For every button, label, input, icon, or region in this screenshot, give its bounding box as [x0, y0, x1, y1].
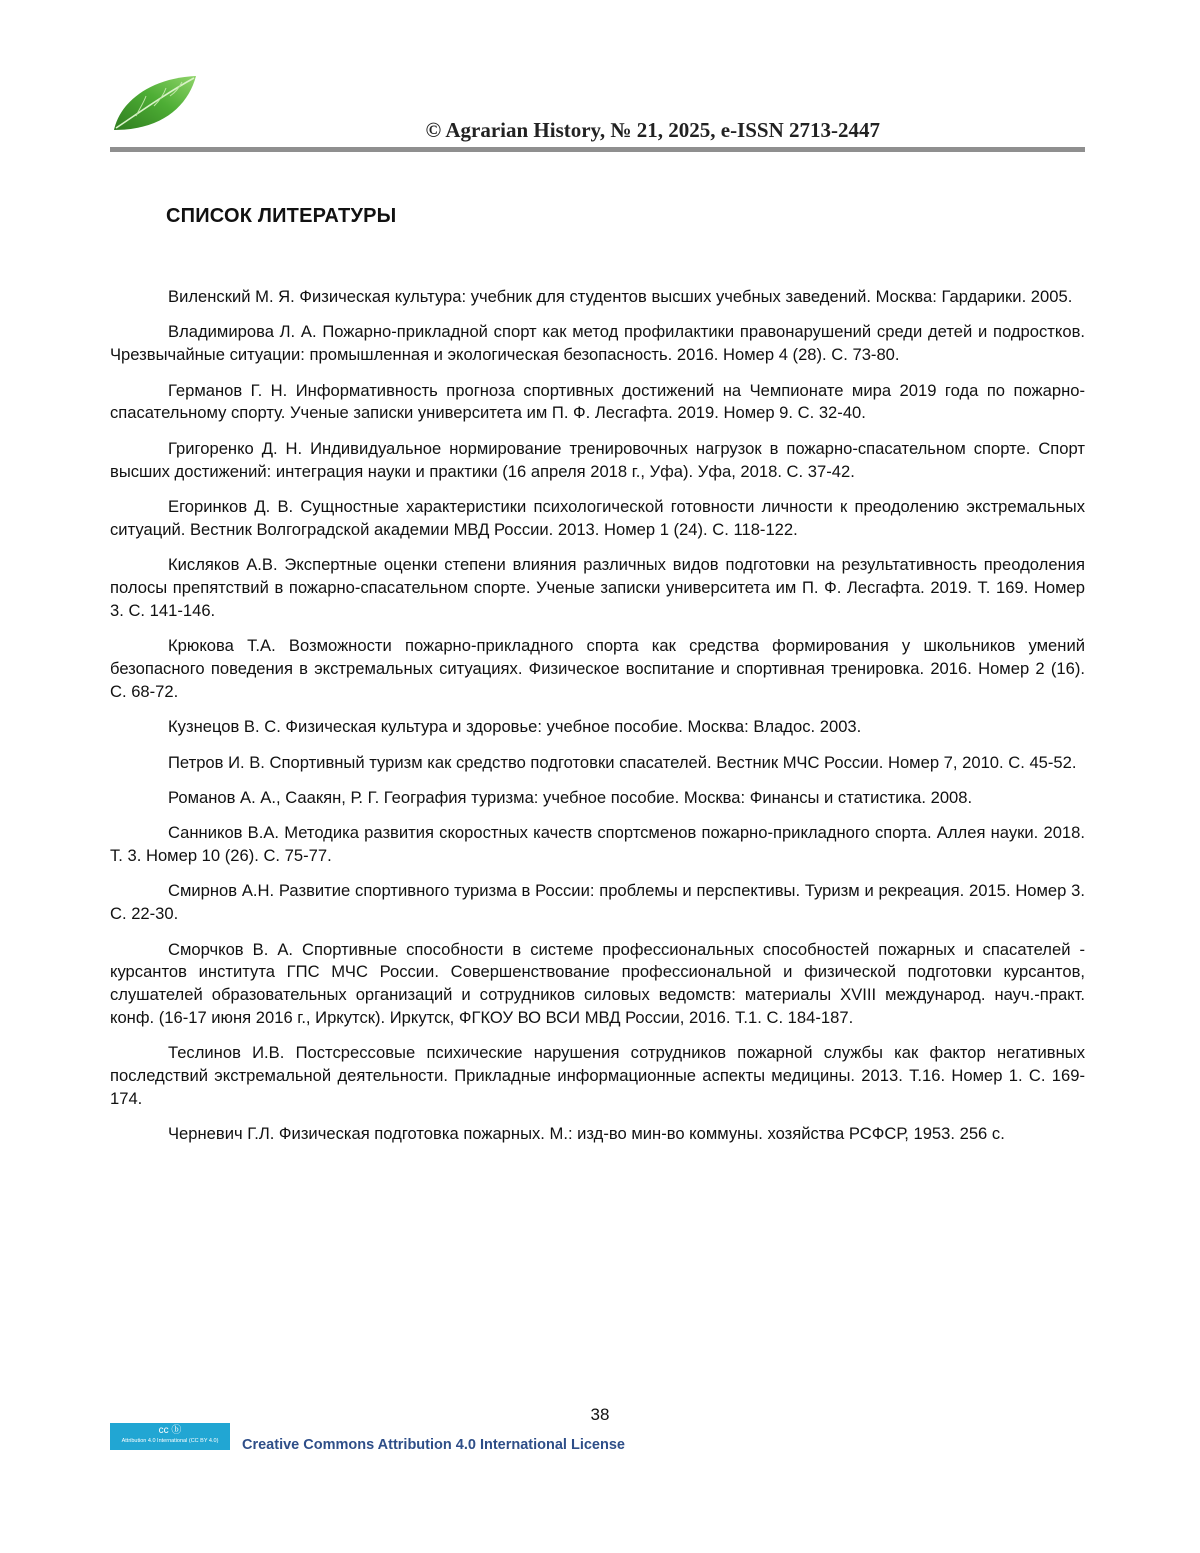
reference-item: Егоринков Д. В. Сущностные характеристики психологической готовности личности к преодолению экстремальных ситуаций. Вестник Волгоградской академии МВД России. 2013. Номер 1 (24). С. 118-122.	[110, 496, 1085, 539]
reference-item: Кузнецов В. С. Физическая культура и здоровье: учебное пособие. Москва: Владос. 2003.	[168, 717, 862, 737]
reference-item: Черневич Г.Л. Физическая подготовка пожарных. М.: изд-во мин-во коммуны. хозяйства РСФСР, 1953. 256 с.	[168, 1124, 1005, 1144]
license-link[interactable]: Creative Commons Attribution 4.0 International License	[242, 1437, 625, 1453]
header-rule	[110, 147, 1085, 152]
journal-header: © Agrarian History, № 21, 2025, e-ISSN 2713-2447	[425, 118, 880, 142]
reference-item: Смирнов А.Н. Развитие спортивного туризма в России: проблемы и перспективы. Туризм и рекреация. 2015. Номер 3. С. 22-30.	[110, 881, 1085, 924]
reference-item: Виленский М. Я. Физическая культура: учебник для студентов высших учебных заведений. Москва: Гардарики. 2005.	[168, 287, 1073, 306]
reference-item: Кисляков А.В. Экспертные оценки степени влияния различных видов подготовки на результативность преодоления полосы препятствий в пожарно-спасательном спорте. Ученые записки университета им П. Ф. Лесгафта. 2019. Т. 169. Номер 3. С. 141-146.	[110, 555, 1085, 620]
cc-license-badge[interactable]	[110, 1423, 230, 1450]
cc-badge-text: Attribution 4.0 International (CC BY 4.0)	[121, 1438, 219, 1444]
reference-list	[110, 286, 1085, 1159]
section-title: СПИСОК ЛИТЕРАТУРЫ	[166, 205, 397, 227]
reference-item: Крюкова Т.А. Возможности пожарно-прикладного спорта как средства формирования у школьников умений безопасного поведения в экстремальных ситуациях. Физическое воспитание и спортивная тренировка. 2016. Номер 2 (16). С. 68-72.	[110, 636, 1085, 701]
page-number: 38	[590, 1405, 610, 1424]
reference-item: Германов Г. Н. Информативность прогноза спортивных достижений на Чемпионате мира 2019 года по пожарно-спасательному спорту. Ученые записки университета им П. Ф. Лесгафта. 2019. Номер 9. С. 32-40.	[110, 380, 1085, 423]
reference-item: Теслинов И.В. Постсрессовые психические нарушения сотрудников пожарной службы как фактор негативных последствий экстремальной деятельности. Прикладные информационные аспекты медицины. 2013. Т.16. Номер 1. С. 169-174.	[110, 1043, 1085, 1109]
reference-item: Сморчков В. А. Спортивные способности в системе профессиональных способностей пожарных и спасателей - курсантов института ГПС МЧС России. Совершенствование профессиональной и физической подготовки курсантов, слушателей образовательных организаций и сотрудников силовых ведомств: материалы XVIII международ. науч.-практ. конф. (16-17 июня 2016 г., Иркутск). Иркутск, ФГКОУ ВО ВСИ МВД России, 2016. Т.1. С. 184-187.	[110, 939, 1085, 1028]
reference-item: Петров И. В. Спортивный туризм как средство подготовки спасателей. Вестник МЧС России. Номер 7, 2010. С. 45-52.	[168, 752, 1077, 772]
cc-by-icon: cc ⓑ	[158, 1425, 182, 1436]
reference-item: Санников В.А. Методика развития скоростных качеств спортсменов пожарно-прикладного спорта. Аллея науки. 2018. Т. 3. Номер 10 (26). С. 75-77.	[110, 823, 1085, 866]
reference-item: Владимирова Л. А. Пожарно-прикладной спорт как метод профилактики правонарушений среди детей и подростков. Чрезвычайные ситуации: промышленная и экологическая безопасность. 2016. Номер 4 (28). С. 73-80.	[110, 322, 1085, 365]
reference-item: Романов А. А., Саакян, Р. Г. География туризма: учебное пособие. Москва: Финансы и статистика. 2008.	[168, 787, 973, 807]
reference-item: Григоренко Д. Н. Индивидуальное нормирование тренировочных нагрузок в пожарно-спасательном спорте. Спорт высших достижений: интеграция науки и практики (16 апреля 2018 г., Уфа). Уфа, 2018. С. 37-42.	[110, 438, 1085, 481]
